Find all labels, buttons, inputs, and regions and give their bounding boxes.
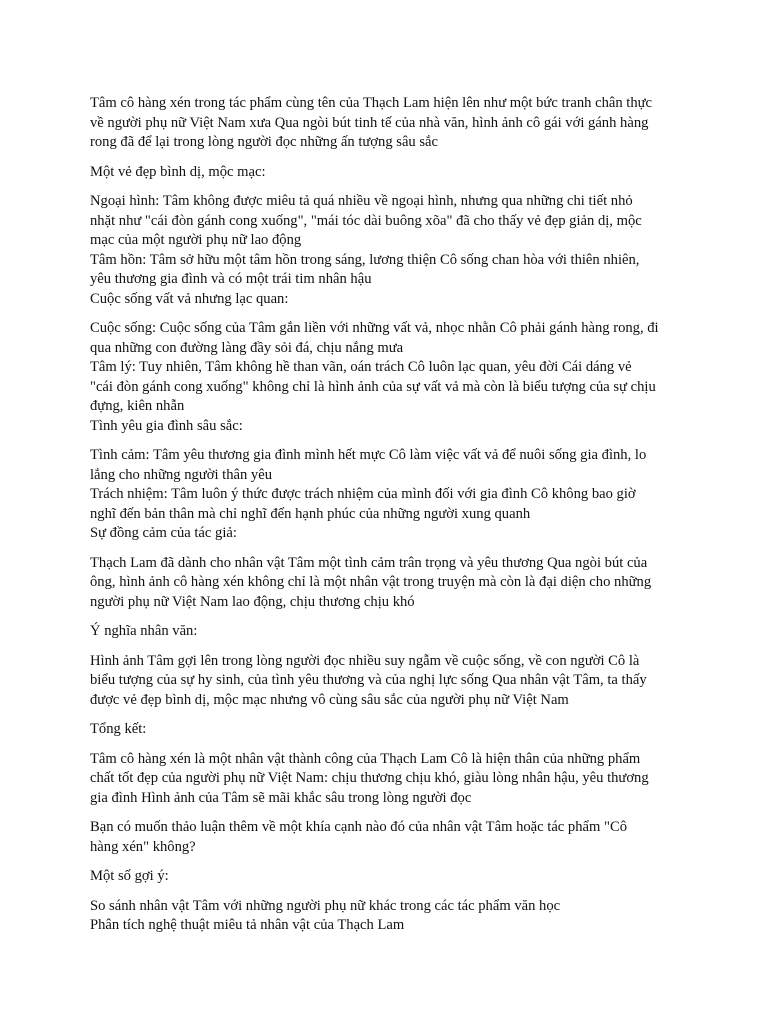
text-line: Tâm cô hàng xén là một nhân vật thành công của Thạch Lam Cô là hiện thân của những phẩm <box>90 750 641 767</box>
paragraph <box>90 94 682 153</box>
paragraph <box>90 750 682 809</box>
text-line: qua những con đường làng đầy sỏi đá, chịu nắng mưa <box>90 339 404 356</box>
text-line: Bạn có muốn thảo luận thêm về một khía cạnh nào đó của nhân vật Tâm hoặc tác phẩm "Cô <box>90 819 627 835</box>
paragraph <box>90 622 682 642</box>
paragraph <box>90 652 682 711</box>
text-line: Tâm lý: Tuy nhiên, Tâm không hề than vãn, oán trách Cô luôn lạc quan, yêu đời Cái dáng vẻ <box>90 359 632 375</box>
text-line: Một số gợi ý: <box>90 868 169 884</box>
text-line: nhặt như "cái đòn gánh cong xuống", "mái tóc dài buông xõa" đã cho thấy vẻ đẹp giản dị, mộc <box>90 212 642 229</box>
text-line: Cuộc sống: Cuộc sống của Tâm gắn liền với những vất vả, nhọc nhằn Cô phải gánh hàng rong, đi <box>90 320 659 336</box>
text-line: Sự đồng cảm của tác giả: <box>90 525 237 541</box>
text-line: Tình yêu gia đình sâu sắc: <box>90 417 243 434</box>
text-line: hàng xén" không? <box>90 838 196 855</box>
text-line: Cuộc sống vất vả nhưng lạc quan: <box>90 290 289 307</box>
text-line: Ý nghĩa nhân văn: <box>90 623 198 639</box>
text-line: Ngoại hình: Tâm không được miêu tả quá nhiều về ngoại hình, nhưng qua những chi tiết nhỏ <box>90 193 633 209</box>
text-line: Tâm cô hàng xén trong tác phẩm cùng tên của Thạch Lam hiện lên như một bức tranh chân thực <box>90 95 653 111</box>
text-line: về người phụ nữ Việt Nam xưa Qua ngòi bút tinh tế của nhà văn, hình ảnh cô gái với gánh hàng <box>90 114 649 131</box>
paragraph <box>90 319 682 436</box>
text-line: chất tốt đẹp của người phụ nữ Việt Nam: chịu thương chịu khó, giàu lòng nhân hậu, yêu thương <box>90 770 649 786</box>
text-line: Tổng kết: <box>90 721 147 737</box>
text-line: Tâm hồn: Tâm sở hữu một tâm hồn trong sáng, lương thiện Cô sống chan hòa với thiên nhiên, <box>90 251 640 268</box>
text-line: mạc của một người phụ nữ lao động <box>90 232 302 248</box>
paragraph <box>90 192 682 309</box>
paragraph <box>90 446 682 544</box>
document-body <box>90 94 682 946</box>
paragraph <box>90 897 682 936</box>
text-line: biểu tượng của sự hy sinh, của tình yêu thương và của nghị lực sống Qua nhân vật Tâm, ta thấy <box>90 672 647 688</box>
text-line: Một vẻ đẹp bình dị, mộc mạc: <box>90 163 266 180</box>
text-line: So sánh nhân vật Tâm với những người phụ nữ khác trong các tác phẩm văn học <box>90 897 561 914</box>
text-line: đựng, kiên nhẫn <box>90 398 185 414</box>
text-line: người phụ nữ Việt Nam lao động, chịu thương chịu khó <box>90 593 415 610</box>
paragraph <box>90 163 682 183</box>
text-line: Hình ảnh Tâm gợi lên trong lòng người đọc nhiều suy ngẫm về cuộc sống, về con người Cô là <box>90 652 640 669</box>
paragraph <box>90 554 682 613</box>
paragraph <box>90 867 682 887</box>
text-line: yêu thương gia đình và có một trái tim nhân hậu <box>90 271 372 287</box>
text-line: rong đã để lại trong lòng người đọc những ấn tượng sâu sắc <box>90 134 438 150</box>
text-line: "cái đòn gánh cong xuống" không chỉ là hình ảnh của sự vất vả mà còn là biểu tượng của sự chịu <box>90 378 656 395</box>
text-line: Tình cảm: Tâm yêu thương gia đình mình hết mực Cô làm việc vất vả để nuôi sống gia đình, lo <box>90 447 647 463</box>
text-line: gia đình Hình ảnh của Tâm sẽ mãi khắc sâu trong lòng người đọc <box>90 789 472 806</box>
text-line: nghĩ đến bản thân mà chỉ nghĩ đến hạnh phúc của những người xung quanh <box>90 505 531 522</box>
text-line: Phân tích nghệ thuật miêu tả nhân vật của Thạch Lam <box>90 917 405 933</box>
paragraph <box>90 818 682 857</box>
text-line: Thạch Lam đã dành cho nhân vật Tâm một tình cảm trân trọng và yêu thương Qua ngòi bút của <box>90 554 648 571</box>
paragraph <box>90 720 682 740</box>
text-line: được vẻ đẹp bình dị, mộc mạc nhưng vô cùng sâu sắc của người phụ nữ Việt Nam <box>90 691 569 708</box>
text-line: ông, hình ảnh cô hàng xén không chỉ là một nhân vật trong truyện mà còn là đại diện cho những <box>90 574 652 590</box>
text-line: lắng cho những người thân yêu <box>90 466 273 483</box>
text-line: Trách nhiệm: Tâm luôn ý thức được trách nhiệm của mình đối với gia đình Cô không bao giờ <box>90 486 636 502</box>
